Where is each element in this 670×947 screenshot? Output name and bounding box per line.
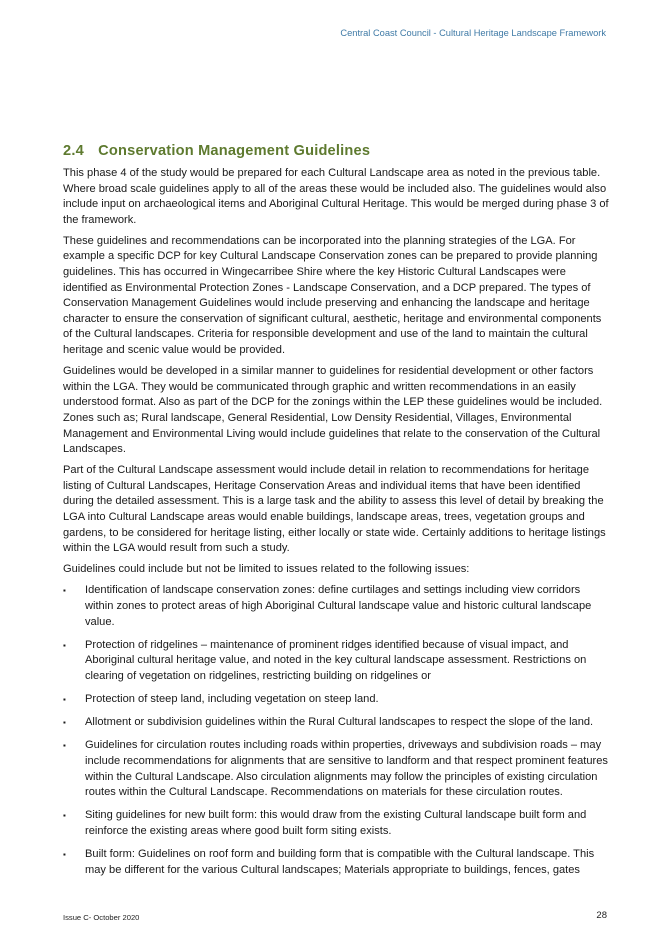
paragraph: Part of the Cultural Landscape assessment would include detail in relation to recommendations for heritage listing of Cultural Landscapes, Heritage Conservation Areas and individual items that have been identified during the detailed assessment. This is a large task and the ability to assess this level of detail by breaking the LGA into Cultural Landscape areas would enable buildings, landscape areas, trees, vegetation groups and gardens, to be considered for heritage listing, either locally or state wide. Certainly additions to heritage listings within the LGA would result from such a study.: [63, 464, 606, 555]
section-number: 2.4: [63, 143, 84, 159]
paragraph: These guidelines and recommendations can be incorporated into the planning strategies of the LGA. For example a specific DCP for key Cultural Landscape Conservation zones can be prepared to provide planning guidelines. This has occurred in Wingecarribee Shire where the key Historic Cultural Landscapes were identified as Environmental Protection Zones - Landscape Conservation, and a DCP prepared. The types of Conservation Management Guidelines would include preserving and enhancing the landscape and heritage character to ensure the conservation of significant cultural, aesthetic, heritage and environmental components of the Cultural landscapes. Criteria for responsible development and use of the land to maintain the cultural heritage and scenic value would be provided.: [63, 234, 602, 357]
paragraph: This phase 4 of the study would be prepared for each Cultural Landscape area as noted in the previous table. Where broad scale guidelines apply to all of the areas these would be included also. The guidelines would also include input on archaeological items and Aboriginal Cultural Heritage. This would be merged during phase 3 of the framework.: [63, 167, 609, 226]
footer-issue: Issue C- October 2020: [63, 913, 140, 922]
list-item-text: Protection of steep land, including vegetation on steep land.: [85, 693, 379, 706]
bullet-icon: ▪: [63, 695, 66, 705]
paragraph: Guidelines could include but not be limited to issues related to the following issues:: [63, 563, 470, 576]
bullet-icon: ▪: [63, 811, 66, 821]
list-item: [63, 808, 609, 839]
list-item-text: Allotment or subdivision guidelines within the Rural Cultural landscapes to respect the slope of the land.: [85, 716, 594, 729]
section-title: Conservation Management Guidelines: [98, 143, 371, 159]
list-item: [63, 847, 609, 878]
bullet-icon: ▪: [63, 586, 66, 596]
page-content: [63, 166, 609, 886]
bullet-icon: ▪: [63, 718, 66, 728]
list-item-text: Built form: Guidelines on roof form and building form that is compatible with the Cultural landscape. This may be different for the various Cultural landscapes; Materials appropriate to buildings, fences, gates: [85, 848, 595, 876]
paragraph: Guidelines would be developed in a similar manner to guidelines for residential development or other factors within the LGA. They would be communicated through graphic and written recommendations in an easily understood format. Also as part of the DCP for the zonings within the LEP these guidelines would be included. Zones such as; Rural landscape, General Residential, Low Density Residential, Villages, Environmental Management and Environmental Living would include guidelines that relate to the conservation of the Cultural Landscapes.: [63, 365, 603, 456]
list-item-text: Siting guidelines for new built form: this would draw from the existing Cultural landscape built form and reinforce the existing areas where good built form siting exists.: [85, 809, 587, 838]
list-item: [63, 583, 609, 630]
bullet-icon: ▪: [63, 640, 66, 650]
bullet-icon: ▪: [63, 741, 66, 751]
page-number: 28: [596, 910, 607, 921]
list-item: [63, 715, 609, 731]
bullet-icon: ▪: [63, 850, 66, 860]
list-item: [63, 638, 609, 685]
running-header: Central Coast Council - Cultural Heritage Landscape Framework: [340, 28, 606, 38]
section-heading: [63, 143, 370, 159]
list-item-text: Identification of landscape conservation zones: define curtilages and settings including view corridors within zones to protect areas of high Aboriginal Cultural landscape value and historic cultural landscape value.: [85, 584, 592, 628]
list-item: [63, 692, 609, 708]
list-item-text: Protection of ridgelines – maintenance of prominent ridges identified because of visual impact, and Aboriginal cultural heritage value, and noted in the key cultural landscape assessment. Restrictions on clearing of vegetation on ridgelines, restricting building on ridgelines or: [85, 638, 587, 682]
list-item-text: Guidelines for circulation routes including roads within properties, driveways and subdivision roads – may include recommendations for alignments that are sensitive to landform and that respect prominent features within the Cultural Landscape. Also circulation alignments may follow the principles of existing circulation routes within the Cultural Landscape. Recommendations on materials for these circulation routes.: [85, 739, 608, 799]
list-item: [63, 738, 609, 800]
issues-list: [63, 583, 609, 878]
